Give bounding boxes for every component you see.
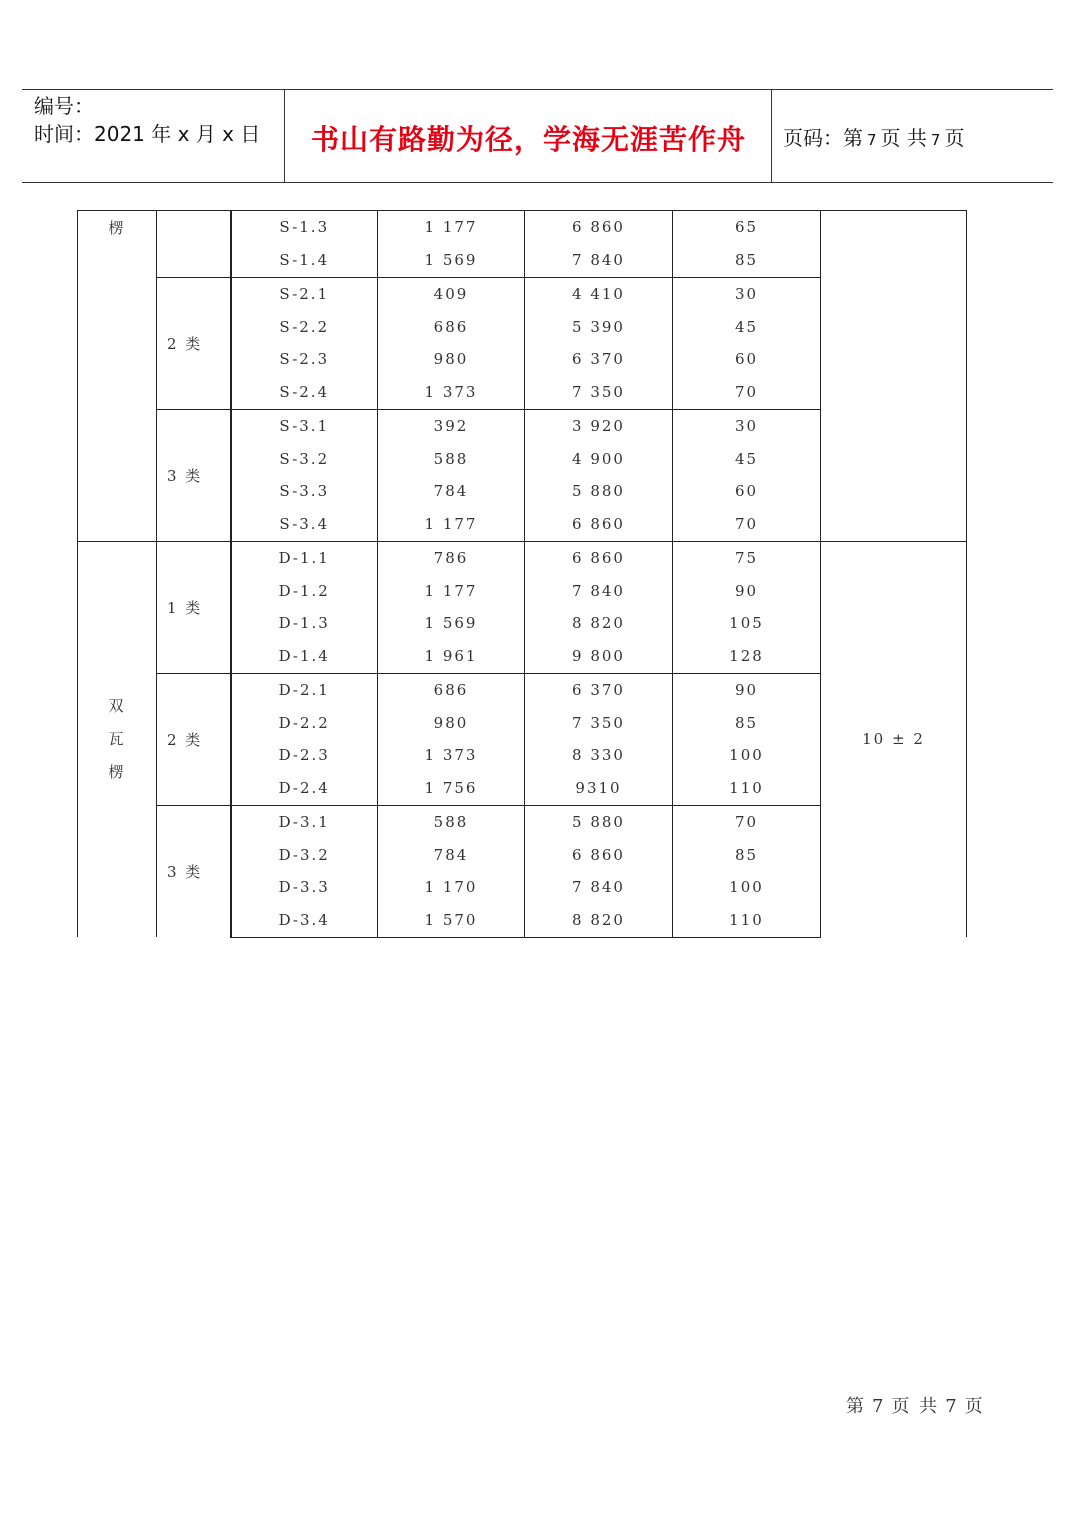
table-cell: 6 860 <box>525 541 673 574</box>
header-meta <box>34 92 260 148</box>
page-mid: 页 共 <box>880 126 927 150</box>
table-cell: 1 373 <box>378 739 525 772</box>
grade-code: D-3.4 <box>231 904 378 937</box>
page-footer <box>846 1392 985 1418</box>
corrugation-type-label <box>78 690 156 789</box>
grade-code: S-3.3 <box>231 475 378 508</box>
table-cell: 588 <box>378 805 525 838</box>
table-cell: 5 880 <box>525 805 673 838</box>
table-cell: 45 <box>673 442 821 475</box>
table-cell: 786 <box>378 541 525 574</box>
table-cell: 70 <box>673 805 821 838</box>
table-cell: 409 <box>378 277 525 310</box>
table-cell: 686 <box>378 310 525 343</box>
grade-code: S-3.4 <box>231 508 378 541</box>
grade-code: D-1.2 <box>231 574 378 607</box>
grade-code: S-1.4 <box>231 244 378 277</box>
grade-code: D-2.4 <box>231 772 378 805</box>
table-cell: 6 860 <box>525 838 673 871</box>
table-cell: 686 <box>378 673 525 706</box>
table-cell: 1 961 <box>378 640 525 673</box>
grade-code: S-3.1 <box>231 409 378 442</box>
table-cell: 1 170 <box>378 871 525 904</box>
grade-code: D-3.1 <box>231 805 378 838</box>
table-cell: 60 <box>673 475 821 508</box>
header-divider <box>284 89 285 182</box>
class-label: 1 类 <box>157 541 231 673</box>
table-cell: 784 <box>378 475 525 508</box>
table-cell: 784 <box>378 838 525 871</box>
table-cell: 30 <box>673 277 821 310</box>
corrugation-type-label: 楞 <box>108 219 126 237</box>
table-cell: 105 <box>673 607 821 640</box>
grade-code: S-2.2 <box>231 310 378 343</box>
grade-code: D-2.1 <box>231 673 378 706</box>
class-cell <box>157 211 231 278</box>
table-cell: 9 800 <box>525 640 673 673</box>
footer-suffix: 页 <box>964 1396 985 1417</box>
table-cell: 8 820 <box>525 904 673 937</box>
table-cell: 392 <box>378 409 525 442</box>
grade-code: D-3.3 <box>231 871 378 904</box>
table-cell: 85 <box>673 244 821 277</box>
moisture-cell: 10 ± 2 <box>821 541 967 937</box>
table-cell: 7 840 <box>525 871 673 904</box>
table-cell: 1 373 <box>378 376 525 409</box>
document-date: 时间：2021 年 x 月 x 日 <box>34 122 261 146</box>
type-char: 双 <box>108 696 126 715</box>
header-top-rule <box>22 89 1053 90</box>
table-cell: 45 <box>673 310 821 343</box>
footer-total-pages: 7 <box>945 1396 959 1417</box>
table-cell: 6 860 <box>525 508 673 541</box>
table-cell: 1 177 <box>378 508 525 541</box>
table-cell: 90 <box>673 574 821 607</box>
table-cell: 85 <box>673 706 821 739</box>
table-cell: 90 <box>673 673 821 706</box>
table-cell: 6 370 <box>525 673 673 706</box>
grade-code: S-1.3 <box>231 211 378 244</box>
grade-code: D-1.4 <box>231 640 378 673</box>
page-prefix: 页码：第 <box>783 126 863 150</box>
grade-code: S-2.1 <box>231 277 378 310</box>
table-cell: 8 820 <box>525 607 673 640</box>
table-cell: 100 <box>673 871 821 904</box>
table-cell: 3 920 <box>525 409 673 442</box>
class-label: 3 类 <box>157 805 231 937</box>
document-number-label: 编号： <box>34 94 94 118</box>
table-cell: 1 177 <box>378 574 525 607</box>
table-cell: 7 350 <box>525 376 673 409</box>
table-cell: 30 <box>673 409 821 442</box>
table-cell: 1 570 <box>378 904 525 937</box>
grade-code: D-2.3 <box>231 739 378 772</box>
table-cell: 5 390 <box>525 310 673 343</box>
table-cell: 4 410 <box>525 277 673 310</box>
class-label: 2 类 <box>157 277 231 409</box>
table-cell: 7 350 <box>525 706 673 739</box>
table-cell: 70 <box>673 376 821 409</box>
table-cell: 7 840 <box>525 574 673 607</box>
table-cell: 5 880 <box>525 475 673 508</box>
table-cell: 7 840 <box>525 244 673 277</box>
table-cell: 65 <box>673 211 821 244</box>
type-char: 楞 <box>108 762 126 781</box>
grade-code: D-3.2 <box>231 838 378 871</box>
table-cell: 6 860 <box>525 211 673 244</box>
page-suffix: 页 <box>944 126 965 150</box>
grade-code: S-2.3 <box>231 343 378 376</box>
class-label: 3 类 <box>157 409 231 541</box>
class-label: 2 类 <box>157 673 231 805</box>
header-motto: 书山有路勤为径，学海无涯苦作舟 <box>310 123 746 156</box>
page-current: 7 <box>867 131 877 149</box>
table-cell: 980 <box>378 706 525 739</box>
table-cell: 8 330 <box>525 739 673 772</box>
table-cell: 1 177 <box>378 211 525 244</box>
header-divider <box>771 89 772 182</box>
table-cell: 85 <box>673 838 821 871</box>
grade-code: D-1.3 <box>231 607 378 640</box>
table-cell: 980 <box>378 343 525 376</box>
table-cell: 1 756 <box>378 772 525 805</box>
table-cell: 110 <box>673 904 821 937</box>
grade-code: S-2.4 <box>231 376 378 409</box>
table-cell: 60 <box>673 343 821 376</box>
moisture-cell <box>821 211 967 542</box>
footer-prefix: 第 <box>846 1396 866 1417</box>
header-bottom-rule <box>22 182 1053 183</box>
table-cell: 4 900 <box>525 442 673 475</box>
header-page-indicator <box>783 122 964 151</box>
grade-code: D-2.2 <box>231 706 378 739</box>
table-cell: 128 <box>673 640 821 673</box>
grade-code: D-1.1 <box>231 541 378 574</box>
table-cell: 100 <box>673 739 821 772</box>
grade-code: S-3.2 <box>231 442 378 475</box>
page-total: 7 <box>930 131 941 149</box>
table-cell: 110 <box>673 772 821 805</box>
footer-mid: 页 共 <box>891 1396 940 1417</box>
table-cell: 1 569 <box>378 244 525 277</box>
type-char: 瓦 <box>108 729 126 748</box>
table-cell: 9310 <box>525 772 673 805</box>
table-cell: 70 <box>673 508 821 541</box>
footer-current-page: 7 <box>872 1396 886 1417</box>
table-cell: 75 <box>673 541 821 574</box>
corrugation-type-cell <box>78 541 157 937</box>
table-cell: 1 569 <box>378 607 525 640</box>
table-cell: 6 370 <box>525 343 673 376</box>
spec-table <box>77 210 967 938</box>
table-cell: 588 <box>378 442 525 475</box>
corrugation-type-cell <box>78 211 157 542</box>
